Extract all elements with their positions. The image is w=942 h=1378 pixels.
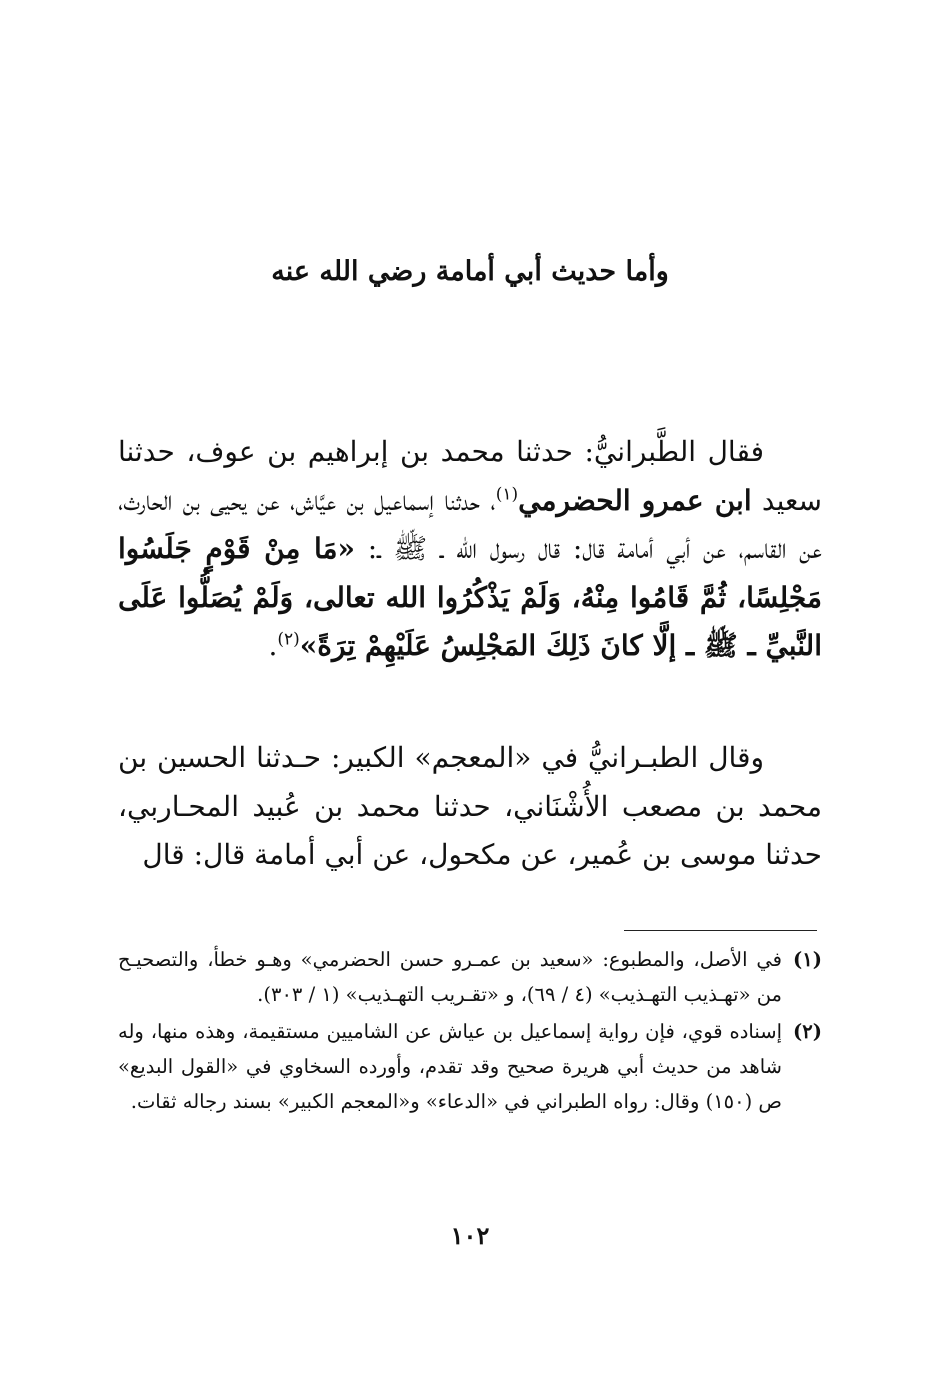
paragraph-tabarani-1 xyxy=(118,428,822,671)
page-number: ١٠٢ xyxy=(450,1221,490,1250)
footnote-number: (١) xyxy=(793,948,822,971)
footnote-number: (٢) xyxy=(793,1020,822,1043)
footnote-1 xyxy=(118,942,822,1012)
section-heading: وأما حديث أبي أمامة رضي الله عنه xyxy=(271,256,669,287)
isnad-chain: ، حدثنا إسماعيل بن عيَّاش، عن يحيى بن الحارث، عن القاسم، عن أبي أمامة قال: قال رسول الله ـ ﷺ ـ: xyxy=(118,483,822,565)
paragraph-end: . xyxy=(268,629,278,662)
footnote-separator xyxy=(624,930,817,931)
footnote-ref-1[interactable]: (١) xyxy=(495,484,519,505)
footnote-2 xyxy=(118,1014,822,1119)
footnotes xyxy=(118,942,822,1121)
narrator-name: ابن عمرو الحضرمي xyxy=(518,483,752,517)
paragraph-tabarani-2: وقال الطبـرانيُّ في «المعجم» الكبير: حـدثنا الحسين بن محمد بن مصعب الأُشْنَاني، حدثنا محمد بن عُبيد المحـاربي، حدثنا موسى بن عُمير، عن مكحول، عن أبي أمامة قال: قال xyxy=(118,741,822,871)
isnad-intro: فقال الطَّبرانيُّ: حدثنا محمد بن إبراهيم بن عوف، حدثنا سعيد xyxy=(118,435,822,517)
footnote-text: في الأصل، والمطبوع: «سعيد بن عمـرو حسن الحضرمي» وهـو خطأ، والتصحيـح من «تهـذيب التهـذيب» (٤ / ٦٩)، و «تقـريب التهـذيب» (١ / ٣٠٣). xyxy=(118,948,782,1006)
footnote-ref-2[interactable]: (٢) xyxy=(277,629,300,650)
hadith-text: «مَا مِنْ قَوْمٍ جَلَسُوا مَجْلِسًا، ثُمَّ قَامُوا مِنْهُ، وَلَمْ يَذْكُرُوا الله تعالى، وَلَمْ يُصَلُّوا عَلَى النَّبيِّ ـ ﷺ ـ إلَّا كانَ ذَلِكَ المَجْلِسُ عَلَيْهِمْ تِرَةً» xyxy=(118,532,822,662)
footnote-text: إسناده قوي، فإن رواية إسماعيل بن عياش عن الشاميين مستقيمة، وهذه منها، وله شاهد من حديث أبي هريرة صحيح وقد تقدم، وأورده السخاوي في «القول البديع» ص (١٥٠) وقال: رواه الطبراني في «الدعاء» و«المعجم الكبير» بسند رجاله ثقات. xyxy=(118,1020,782,1113)
